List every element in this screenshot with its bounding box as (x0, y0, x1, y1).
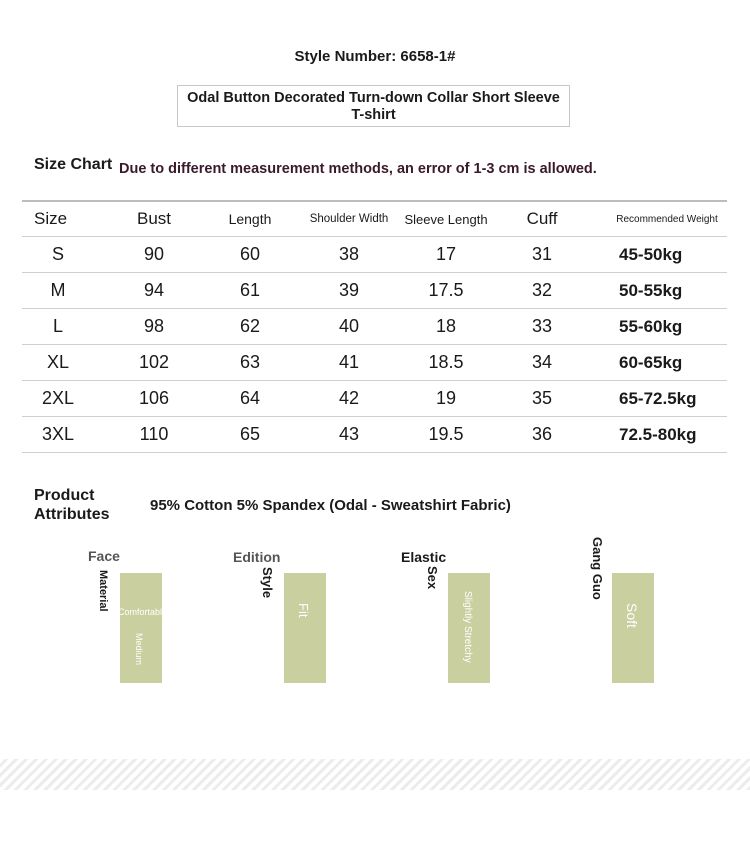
cell-bust: 106 (138, 388, 170, 408)
table-row (22, 416, 727, 453)
attribute-bar-label: Fit (296, 603, 311, 618)
attribute-bar-label: Medium (134, 633, 144, 666)
attribute-bar (448, 573, 490, 683)
cell-bust: 94 (143, 280, 165, 300)
decorative-stripe-divider (0, 759, 750, 790)
cell-cuff: 31 (531, 244, 553, 264)
cell-shoulder-width: 39 (338, 280, 360, 300)
cell-sleeve-length: 17.5 (428, 280, 464, 300)
cell-size: L (52, 316, 63, 336)
cell-shoulder-width: 41 (338, 352, 360, 372)
cell-cuff: 33 (531, 316, 553, 336)
table-row (22, 272, 727, 308)
header-shoulder-width: Shoulder Width (309, 213, 389, 225)
cell-shoulder-width: 40 (338, 316, 360, 336)
cell-cuff: 35 (531, 388, 553, 408)
style-number: Style Number: 6658-1# (294, 48, 456, 65)
header-sleeve-length: Sleeve Length (404, 211, 488, 227)
attribute-bar-label: Comfortable (118, 607, 168, 617)
cell-recommended-weight: 55-60kg (619, 316, 683, 336)
cell-length: 63 (239, 352, 261, 372)
cell-sleeve-length: 18 (435, 316, 457, 336)
product-attributes-value: 95% Cotton 5% Spandex (Odal - Sweatshirt Fabric) (150, 497, 511, 514)
attribute-top-label: Edition (233, 549, 281, 565)
attribute-bar (118, 573, 168, 683)
cell-cuff: 34 (531, 352, 553, 372)
size-chart-title: Size Chart (34, 156, 113, 173)
product-attributes-title: Product Attributes (34, 487, 110, 523)
table-row (22, 344, 727, 380)
attribute-side-label: Gang Guo (590, 537, 605, 600)
cell-bust: 102 (138, 352, 170, 372)
cell-sleeve-length: 19.5 (428, 424, 464, 444)
cell-sleeve-length: 18.5 (428, 352, 464, 372)
table-header-row (22, 200, 727, 236)
attribute-side-label: Sex (425, 566, 440, 590)
cell-size: 2XL (41, 388, 75, 408)
size-chart-note: Due to different measurement methods, an error of 1-3 cm is allowed. (119, 161, 597, 177)
header-size: Size (34, 209, 68, 228)
header-bust: Bust (136, 209, 172, 228)
table-row (22, 236, 727, 272)
cell-size: M (50, 280, 66, 300)
header-length: Length (228, 211, 272, 227)
cell-bust: 90 (143, 244, 165, 264)
attribute-top-label: Face (88, 548, 120, 564)
header-cuff: Cuff (526, 209, 558, 228)
cell-shoulder-width: 38 (338, 244, 360, 264)
product-title: Odal Button Decorated Turn-down Collar Short Sleeve T-shirt (177, 85, 570, 127)
size-table (22, 200, 727, 453)
cell-recommended-weight: 65-72.5kg (619, 388, 697, 408)
attribute-bar (284, 573, 326, 683)
cell-size: 3XL (41, 424, 75, 444)
cell-length: 61 (239, 280, 261, 300)
cell-bust: 98 (143, 316, 165, 336)
cell-bust: 110 (139, 424, 169, 444)
cell-length: 60 (239, 244, 261, 264)
header-recommended-weight: Recommended Weight (616, 213, 718, 225)
cell-length: 64 (239, 388, 261, 408)
cell-size: XL (46, 352, 70, 372)
cell-cuff: 36 (531, 424, 553, 444)
cell-shoulder-width: 42 (338, 388, 360, 408)
cell-cuff: 32 (531, 280, 553, 300)
cell-recommended-weight: 60-65kg (619, 352, 683, 372)
cell-length: 65 (239, 424, 261, 444)
cell-size: S (51, 244, 64, 264)
cell-recommended-weight: 50-55kg (619, 280, 683, 300)
cell-recommended-weight: 72.5-80kg (619, 424, 697, 444)
attribute-side-label: Style (260, 567, 275, 599)
attribute-bar-label: Soft (624, 603, 640, 628)
table-row (22, 380, 727, 416)
attribute-top-label: Elastic (401, 549, 447, 565)
cell-sleeve-length: 17 (435, 244, 457, 264)
cell-sleeve-length: 19 (435, 388, 457, 408)
cell-length: 62 (239, 316, 261, 336)
attribute-side-label: Material (97, 570, 109, 612)
table-row (22, 308, 727, 344)
cell-recommended-weight: 45-50kg (619, 244, 683, 264)
attribute-bar-label: Slightly Stretchy (462, 591, 473, 663)
attribute-bar (612, 573, 654, 683)
cell-shoulder-width: 43 (338, 424, 360, 444)
